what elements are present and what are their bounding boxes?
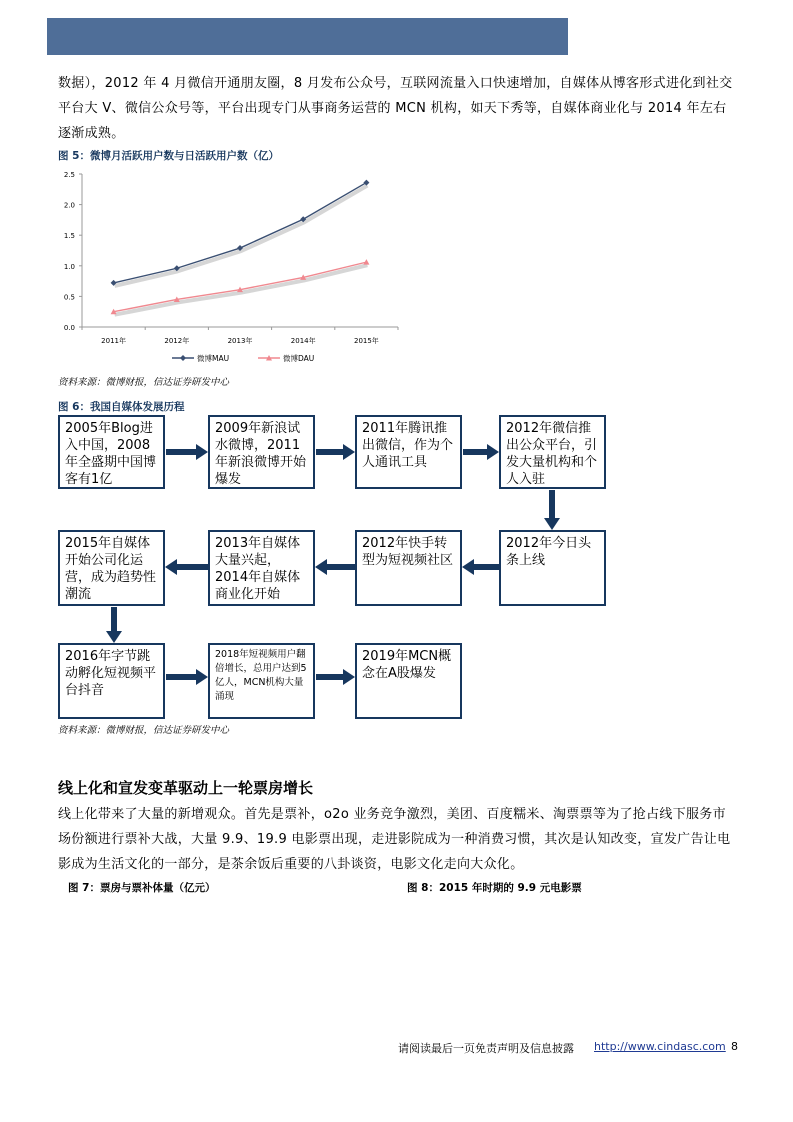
figure-6-title: 图 6：我国自媒体发展历程	[58, 401, 185, 413]
x-tick-label: 2012年	[164, 337, 190, 345]
figure-8-title: 图 8：2015 年时期的 9.9 元电影票	[407, 882, 582, 894]
timeline-box-2011: 2011年腾讯推出微信，作为个人通讯工具	[355, 415, 462, 489]
y-tick-label: 2.0	[63, 201, 75, 210]
section-body: 线上化带来了大量的新增观众。首先是票补，o2o 业务竞争激烈，美团、百度糯米、淘票票等为了抢占线下服务市场份额进行票补大战，大量 9.9、19.9 电影票出现，走进影院成为一种消费习惯，其次是认知改变，宣发广告让电影成为生活文化的一部分，是茶余饭后重要的八卦谈资，电影文化走向大众化。	[58, 807, 731, 872]
timeline-box-2019: 2019年MCN概念在A股爆发	[355, 643, 462, 719]
arrow-left-1	[462, 559, 499, 575]
x-tick-label: 2011年	[101, 337, 127, 345]
timeline-box-2009: 2009年新浪试水微博，2011年新浪微博开始爆发	[208, 415, 315, 489]
y-tick-label: 0.0	[63, 324, 75, 332]
timeline-box-2015: 2015年自媒体开始公司化运营，成为趋势性潮流	[58, 530, 165, 606]
y-tick-label: 1.5	[63, 232, 75, 241]
y-tick-label: 0.5	[63, 293, 75, 302]
arrow-right-3	[463, 444, 499, 460]
timeline-box-2012-wechat: 2012年微信推出公众平台，引发大量机构和个人入驻	[499, 415, 606, 489]
footer-url[interactable]: http://www.cindasc.com	[594, 1040, 726, 1053]
timeline-box-2016: 2016年字节跳动孵化短视频平台抖音	[58, 643, 165, 719]
timeline-box-2012-kuaishou: 2012年快手转型为短视频社区	[355, 530, 462, 606]
page-number: 8	[731, 1040, 738, 1053]
figure-7-title: 图 7：票房与票补体量（亿元）	[68, 882, 216, 894]
section-title: 线上化和宣发变革驱动上一轮票房增长	[58, 779, 314, 797]
x-tick-label: 2014年	[290, 337, 316, 345]
arrow-right-1	[166, 444, 208, 460]
intro-paragraph: 数据），2012 年 4 月微信开通朋友圈，8 月发布公众号，互联网流量入口快速增加，自媒体从博客形式进化到社交平台大 V、微信公众号等，平台出现专门从事商务运营的 MCN 机构，如天下秀等，自媒体商业化与 2014 年左右逐渐成熟。	[58, 76, 733, 141]
timeline-box-2013: 2013年自媒体大量兴起，2014年自媒体商业化开始	[208, 530, 315, 606]
arrow-right-2	[316, 444, 355, 460]
timeline-box-2005: 2005年Blog进入中国，2008年全盛期中国博客有1亿	[58, 415, 165, 489]
legend-label: 微博DAU	[283, 354, 315, 363]
arrow-left-2	[315, 559, 355, 575]
arrow-right-4	[166, 669, 208, 685]
x-tick-label: 2013年	[227, 337, 253, 345]
timeline-box-2012-toutiao: 2012年今日头条上线	[499, 530, 606, 606]
x-tick-label: 2015年	[353, 337, 379, 345]
y-tick-label: 2.5	[63, 171, 75, 179]
legend-label: 微博MAU	[197, 354, 230, 363]
figure-5-title: 图 5：微博月活跃用户数与日活跃用户数（亿）	[58, 150, 279, 162]
arrow-left-3	[165, 559, 208, 575]
figure-6-source: 资料来源：微博财报，信达证券研发中心	[58, 725, 230, 736]
y-tick-label: 1.0	[63, 262, 75, 271]
figure-5-source: 资料来源：微博财报，信达证券研发中心	[58, 377, 230, 388]
footer-disclaimer: 请阅读最后一页免责声明及信息披露	[398, 1042, 574, 1055]
arrow-down-1	[544, 490, 560, 530]
timeline-box-2018: 2018年短视频用户翻倍增长，总用户达到5亿人，MCN机构大量涌现	[208, 643, 315, 719]
arrow-right-5	[316, 669, 355, 685]
arrow-down-2	[106, 607, 122, 643]
